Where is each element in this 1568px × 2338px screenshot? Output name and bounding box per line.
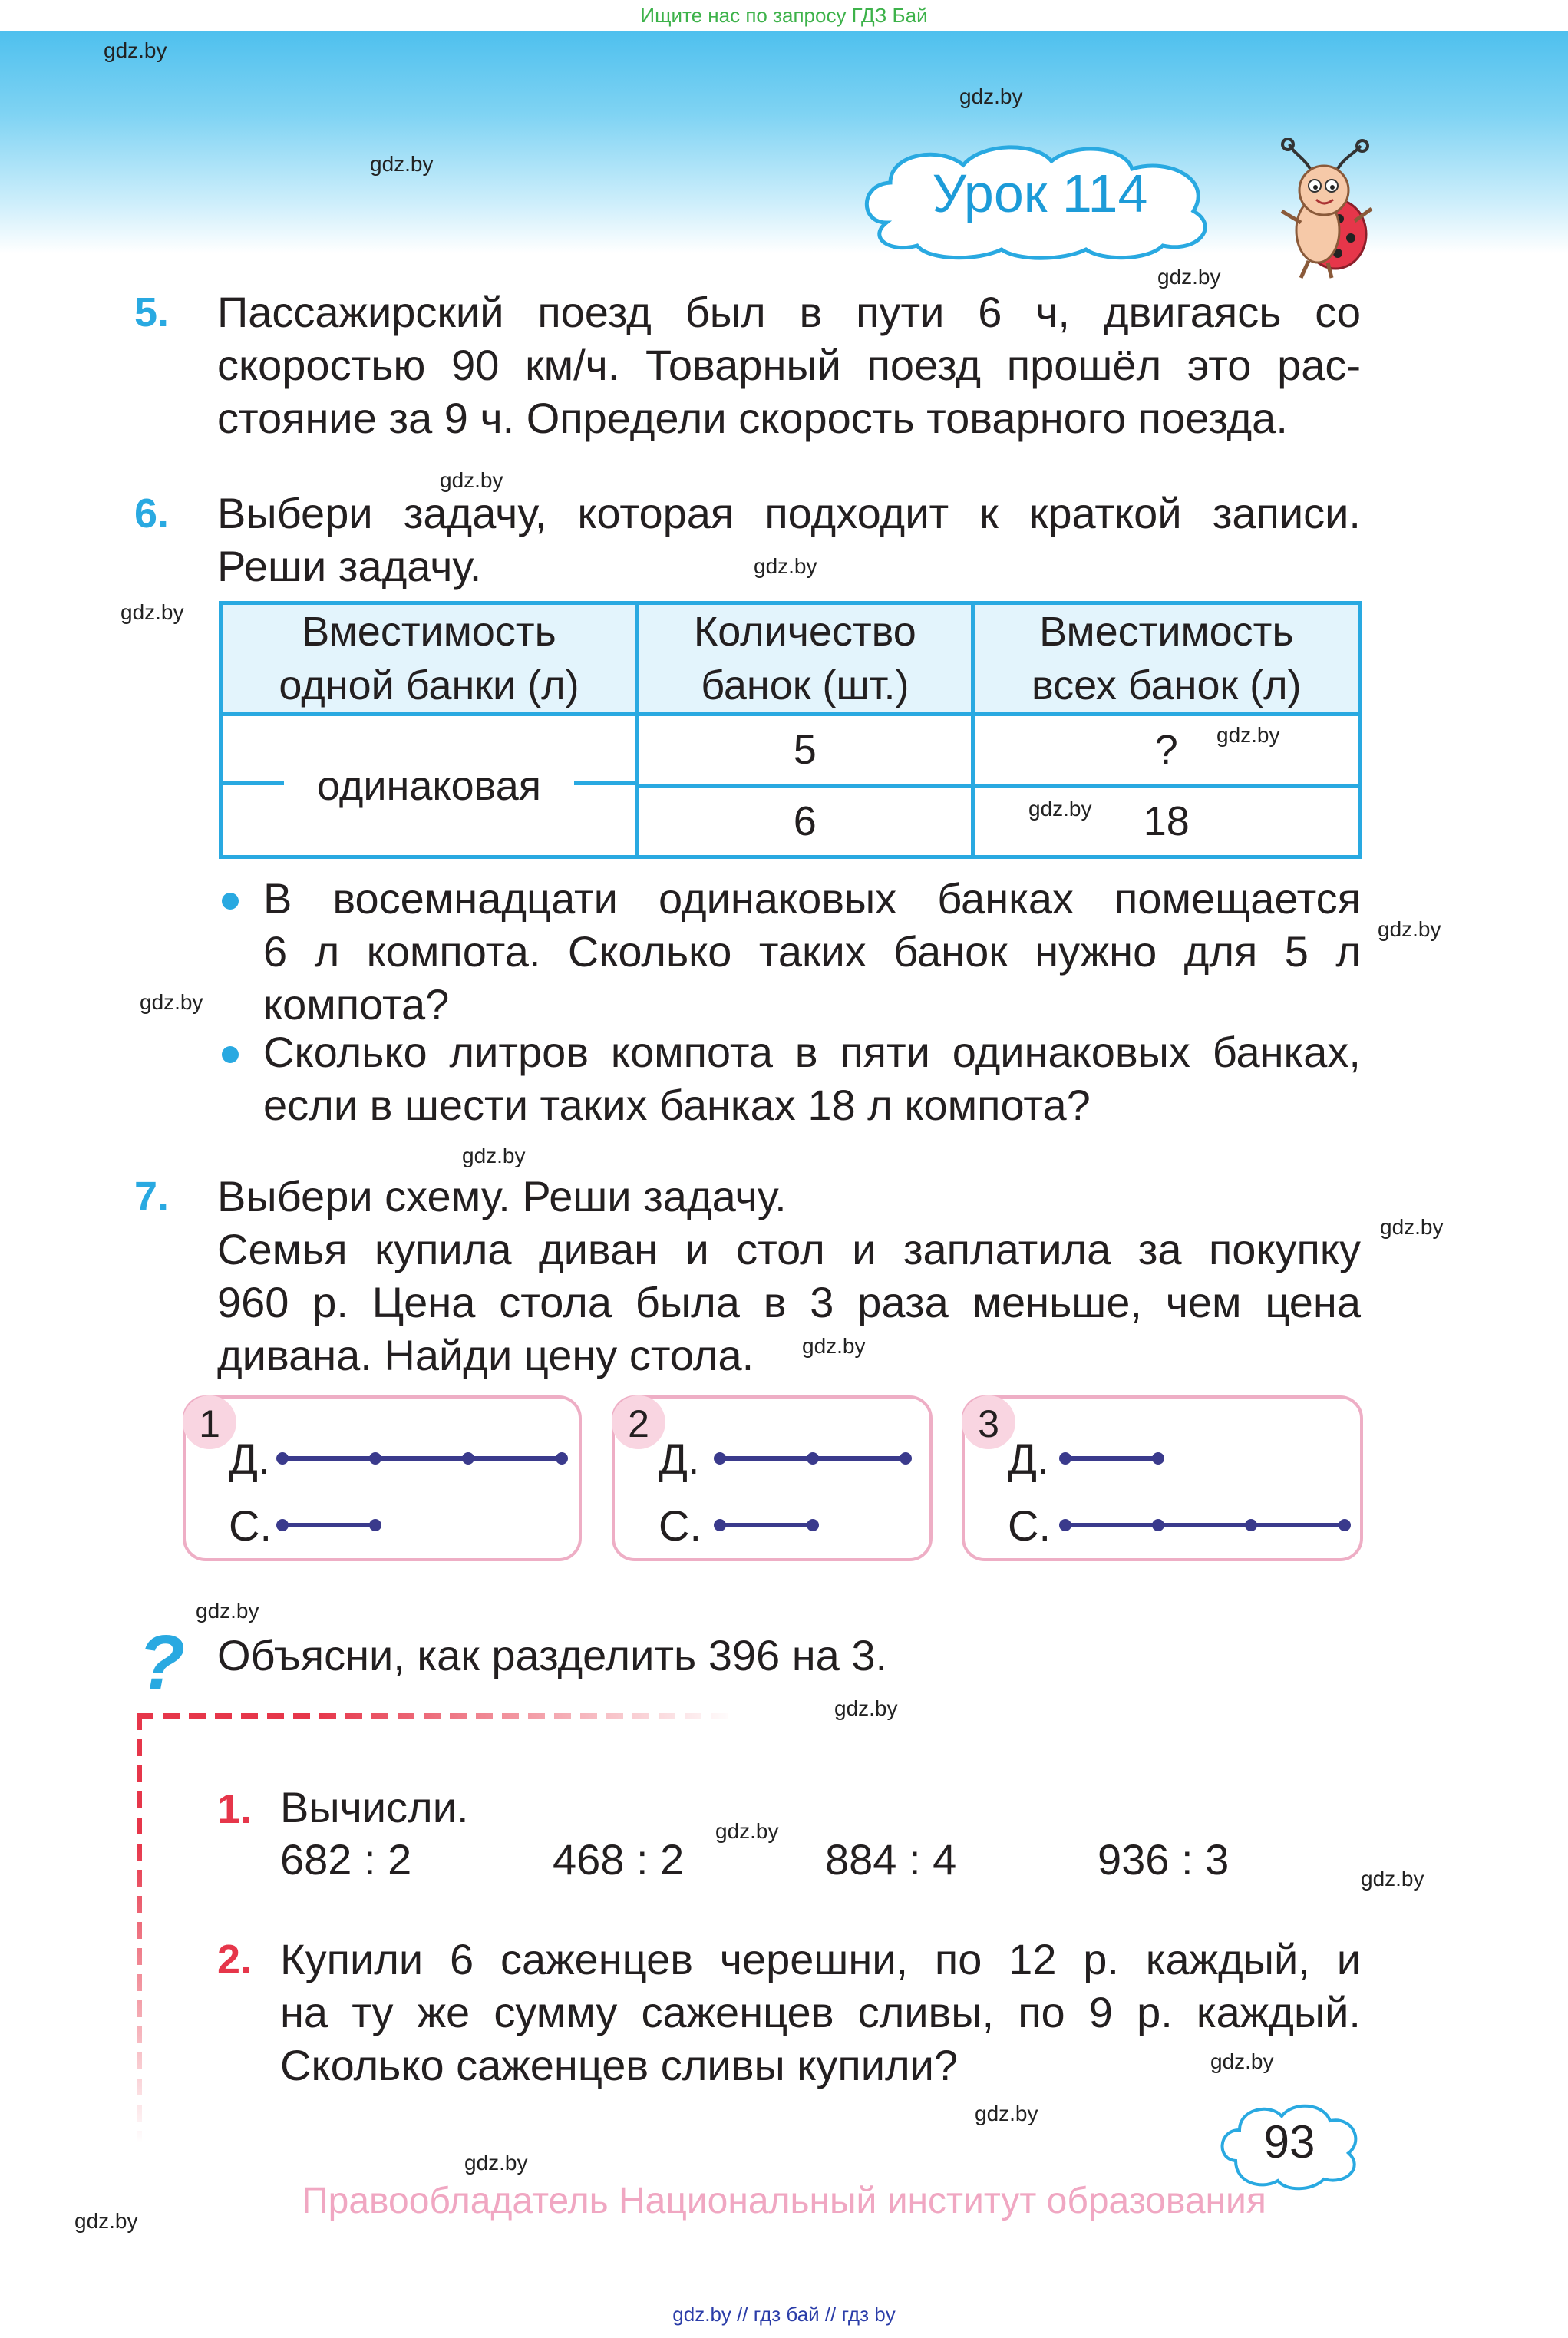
calc-item: 936 : 3	[1098, 1835, 1230, 1884]
watermark: gdz.by	[1216, 723, 1280, 747]
scheme-label-table: С.	[659, 1501, 701, 1550]
task7-line: Выбери схему. Реши задачу.	[217, 1172, 787, 1220]
bullet-icon	[222, 1046, 239, 1063]
watermark: gdz.by	[802, 1334, 866, 1358]
copyright-notice: Правообладатель Национальный институт образования	[302, 2181, 1266, 2221]
scheme-segments	[1059, 1443, 1351, 1550]
lesson-title: Урок 114	[932, 163, 1148, 223]
scheme-label-divan: Д.	[229, 1435, 270, 1483]
option-line: компота?	[263, 980, 450, 1029]
scheme-badge: 1	[183, 1395, 236, 1449]
table-header: Количество банок (шт.)	[638, 603, 973, 715]
calc-item: 884 : 4	[825, 1835, 957, 1884]
watermark: gdz.by	[959, 84, 1023, 108]
watermark: gdz.by	[1210, 2049, 1274, 2073]
table-header: Вместимость одной банки (л)	[221, 603, 638, 715]
brace-line	[574, 781, 635, 785]
home-task2-line: Купили 6 саженцев черешни, по 12 р. каждый, и	[280, 1935, 1361, 1983]
home-task2-text	[280, 1933, 1361, 2092]
calc-item: 682 : 2	[280, 1835, 412, 1884]
home-task2-number: 2.	[217, 1937, 253, 1983]
watermark: gdz.by	[440, 468, 503, 492]
bottom-links[interactable]: gdz.by // гдз бай // гдз by	[672, 2303, 896, 2326]
watermark: gdz.by	[1157, 265, 1221, 289]
watermark: gdz.by	[462, 1144, 526, 1167]
watermark: gdz.by	[1380, 1215, 1444, 1239]
question-text	[217, 1629, 1361, 1682]
table-cell: ?	[972, 715, 1360, 786]
scheme-badge: 3	[962, 1395, 1015, 1449]
task6-option-1	[263, 872, 1361, 1031]
option-line: если в шести таких банках 18 л компота?	[263, 1081, 1091, 1129]
watermark: gdz.by	[464, 2151, 528, 2175]
svg-text:?: ?	[138, 1627, 186, 1696]
task6-line: Реши задачу.	[217, 542, 482, 590]
page-number: 93	[1263, 2116, 1315, 2168]
watermark: gdz.by	[1361, 1867, 1424, 1891]
task7-line: 960 р. Цена стола была в 3 раза меньше, чем цена	[217, 1278, 1361, 1326]
watermark: gdz.by	[140, 990, 203, 1014]
task6-line: Выбери задачу, которая подходит к краткой записи.	[217, 489, 1361, 537]
question-line: Объясни, как разделить 396 на 3.	[217, 1631, 888, 1679]
watermark: gdz.by	[196, 1599, 259, 1623]
table-cell: 5	[638, 715, 973, 786]
watermark: gdz.by	[834, 1696, 898, 1720]
task6-option-2	[263, 1025, 1361, 1131]
homework-border-top	[137, 1713, 735, 1719]
table-merged-cell	[221, 715, 638, 857]
home-task2-line: на ту же сумму саженцев сливы, по 9 р. каждый.	[280, 1988, 1361, 2036]
watermark: gdz.by	[1378, 917, 1441, 941]
task7-text	[217, 1170, 1361, 1382]
table-header: Вместимость всех банок (л)	[972, 603, 1360, 715]
watermark: gdz.by	[1028, 797, 1092, 821]
question-mark-icon	[132, 1627, 187, 1696]
watermark: gdz.by	[754, 554, 817, 578]
task5-text	[217, 286, 1361, 444]
task5-line: Пассажирский поезд был в пути 6 ч, двигаясь со	[217, 288, 1361, 336]
watermark: gdz.by	[104, 38, 167, 62]
bullet-icon	[222, 893, 239, 910]
capacity-table	[219, 601, 1362, 859]
brace-line	[223, 781, 284, 785]
home-task1-number: 1.	[217, 1786, 253, 1832]
scheme-label-divan: Д.	[1008, 1435, 1049, 1483]
task5-line: скоростью 90 км/ч. Товарный поезд прошёл это рас-	[217, 341, 1361, 389]
table-row	[221, 715, 1361, 786]
watermark: gdz.by	[975, 2102, 1038, 2125]
task5-number: 5.	[134, 289, 170, 335]
task6-number: 6.	[134, 490, 170, 537]
ladybug-icon	[1270, 138, 1378, 280]
task6-text	[217, 487, 1361, 593]
scheme-label-table: С.	[1008, 1501, 1051, 1550]
calc-item: 468 : 2	[553, 1835, 685, 1884]
scheme-segments	[714, 1443, 921, 1550]
scheme-segments	[276, 1443, 568, 1550]
table-header-row	[221, 603, 1361, 715]
top-banner[interactable]: Ищите нас по запросу ГДЗ Бай	[0, 0, 1568, 31]
scheme-label-divan: Д.	[659, 1435, 700, 1483]
home-task1-title: Вычисли.	[280, 1783, 469, 1831]
homework-border-left	[137, 1713, 142, 2143]
watermark: gdz.by	[74, 2209, 138, 2233]
watermark: gdz.by	[120, 600, 184, 624]
table-cell: 6	[638, 786, 973, 857]
task5-line: стояние за 9 ч. Определи скорость товарного поезда.	[217, 394, 1288, 442]
task7-line: дивана. Найди цену стола.	[217, 1331, 754, 1379]
task7-line: Семья купила диван и стол и заплатила за покупку	[217, 1225, 1361, 1273]
option-line: 6 л компота. Сколько таких банок нужно для 5 л	[263, 927, 1361, 976]
home-task2-line: Сколько саженцев сливы купили?	[280, 2041, 959, 2089]
scheme-badge: 2	[612, 1395, 665, 1449]
table-cell: 18	[972, 786, 1360, 857]
task7-number: 7.	[134, 1174, 170, 1220]
option-line: Сколько литров компота в пяти одинаковых банках,	[263, 1028, 1361, 1076]
scheme-label-table: С.	[229, 1501, 272, 1550]
option-line: В восемнадцати одинаковых банках помещается	[263, 874, 1361, 923]
watermark: gdz.by	[370, 152, 434, 176]
merged-value: одинаковая	[317, 762, 541, 809]
watermark: gdz.by	[715, 1819, 779, 1843]
